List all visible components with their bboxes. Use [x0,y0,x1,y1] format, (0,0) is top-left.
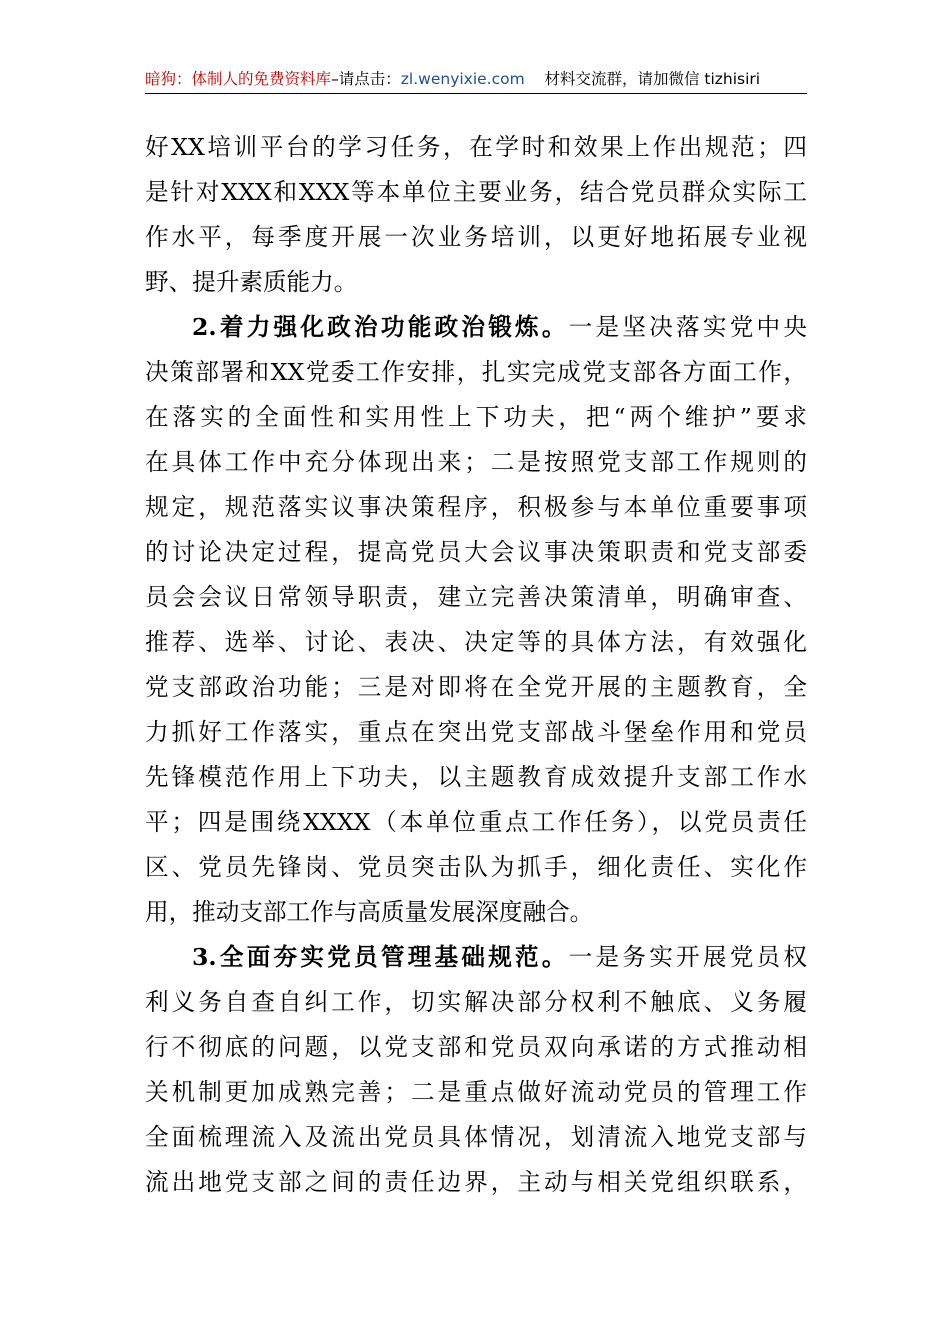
text-line: 平；四是围绕XXXX（本单位重点工作任务），以党员责任 [145,808,807,836]
text-line: 用，推动支部工作与高质量发展深度融合。 [145,898,594,926]
text-line: 党支部政治功能；三是对即将在全党开展的主题教育，全 [145,673,807,701]
text-line: 利义务自查自纠工作，切实解决部分权利不触底、义务履 [145,988,807,1016]
text-line: 规定，规范落实议事决策程序，积极参与本单位重要事项 [145,493,807,521]
text-line: 在具体工作中充分体现出来；二是按照党支部工作规则的 [145,448,807,476]
section-2-first-line: 2.着力强化政治功能政治锻炼。一是坚决落实党中央 [192,313,807,341]
text-line: 好XX培训平台的学习任务，在学时和效果上作出规范；四 [145,133,807,161]
section-3-first-line: 3.全面夯实党员管理基础规范。一是务实开展党员权 [192,943,807,971]
text-line: 先锋模范作用上下功夫，以主题教育成效提升支部工作水 [145,763,807,791]
text-line: 关机制更加成熟完善；二是重点做好流动党员的管理工作 [145,1078,807,1106]
document-header [145,64,807,94]
text-line: 的讨论决定过程，提高党员大会议事决策职责和党支部委 [145,538,807,566]
text-line: 力抓好工作落实，重点在突出党支部战斗堡垒作用和党员 [145,718,807,746]
section-2-heading: 2.着力强化政治功能政治锻炼。 [192,313,569,341]
text-line: 决策部署和XX党委工作安排，扎实完成党支部各方面工作， [145,358,807,386]
section-3-heading: 3.全面夯实党员管理基础规范。 [192,943,569,971]
header-contact: 材料交流群，请加微信 tizhisiri [544,70,761,88]
text-line: 推荐、选举、讨论、表决、决定等的具体方法，有效强化 [145,628,807,656]
text-line: 流出地党支部之间的责任边界，主动与相关党组织联系， [145,1168,807,1196]
text-line: 作水平，每季度开展一次业务培训，以更好地拓展专业视 [145,223,807,251]
header-spacer [525,70,545,88]
header-url-link[interactable]: zl.wenyixie.com [400,70,525,88]
text-line: 区、党员先锋岗、党员突击队为抓手，细化责任、实化作 [145,853,807,881]
text-line: 行不彻底的问题，以党支部和党员双向承诺的方式推动相 [145,1033,807,1061]
text-line: 在落实的全面性和实用性上下功夫，把“两个维护”要求 [145,403,807,431]
header-brand: 暗狗：体制人的免费资料库 [145,70,332,88]
header-divider [145,93,807,94]
text-line: 员会会议日常领导职责，建立完善决策清单，明确审查、 [145,583,807,611]
text-line: 野、提升素质能力。 [145,268,358,296]
header-prompt: –请点击： [331,70,401,88]
text-line: 全面梳理流入及流出党员具体情况，划清流入地党支部与 [145,1123,807,1151]
text-line: 是针对XXX和XXX等本单位主要业务，结合党员群众实际工 [145,178,807,206]
